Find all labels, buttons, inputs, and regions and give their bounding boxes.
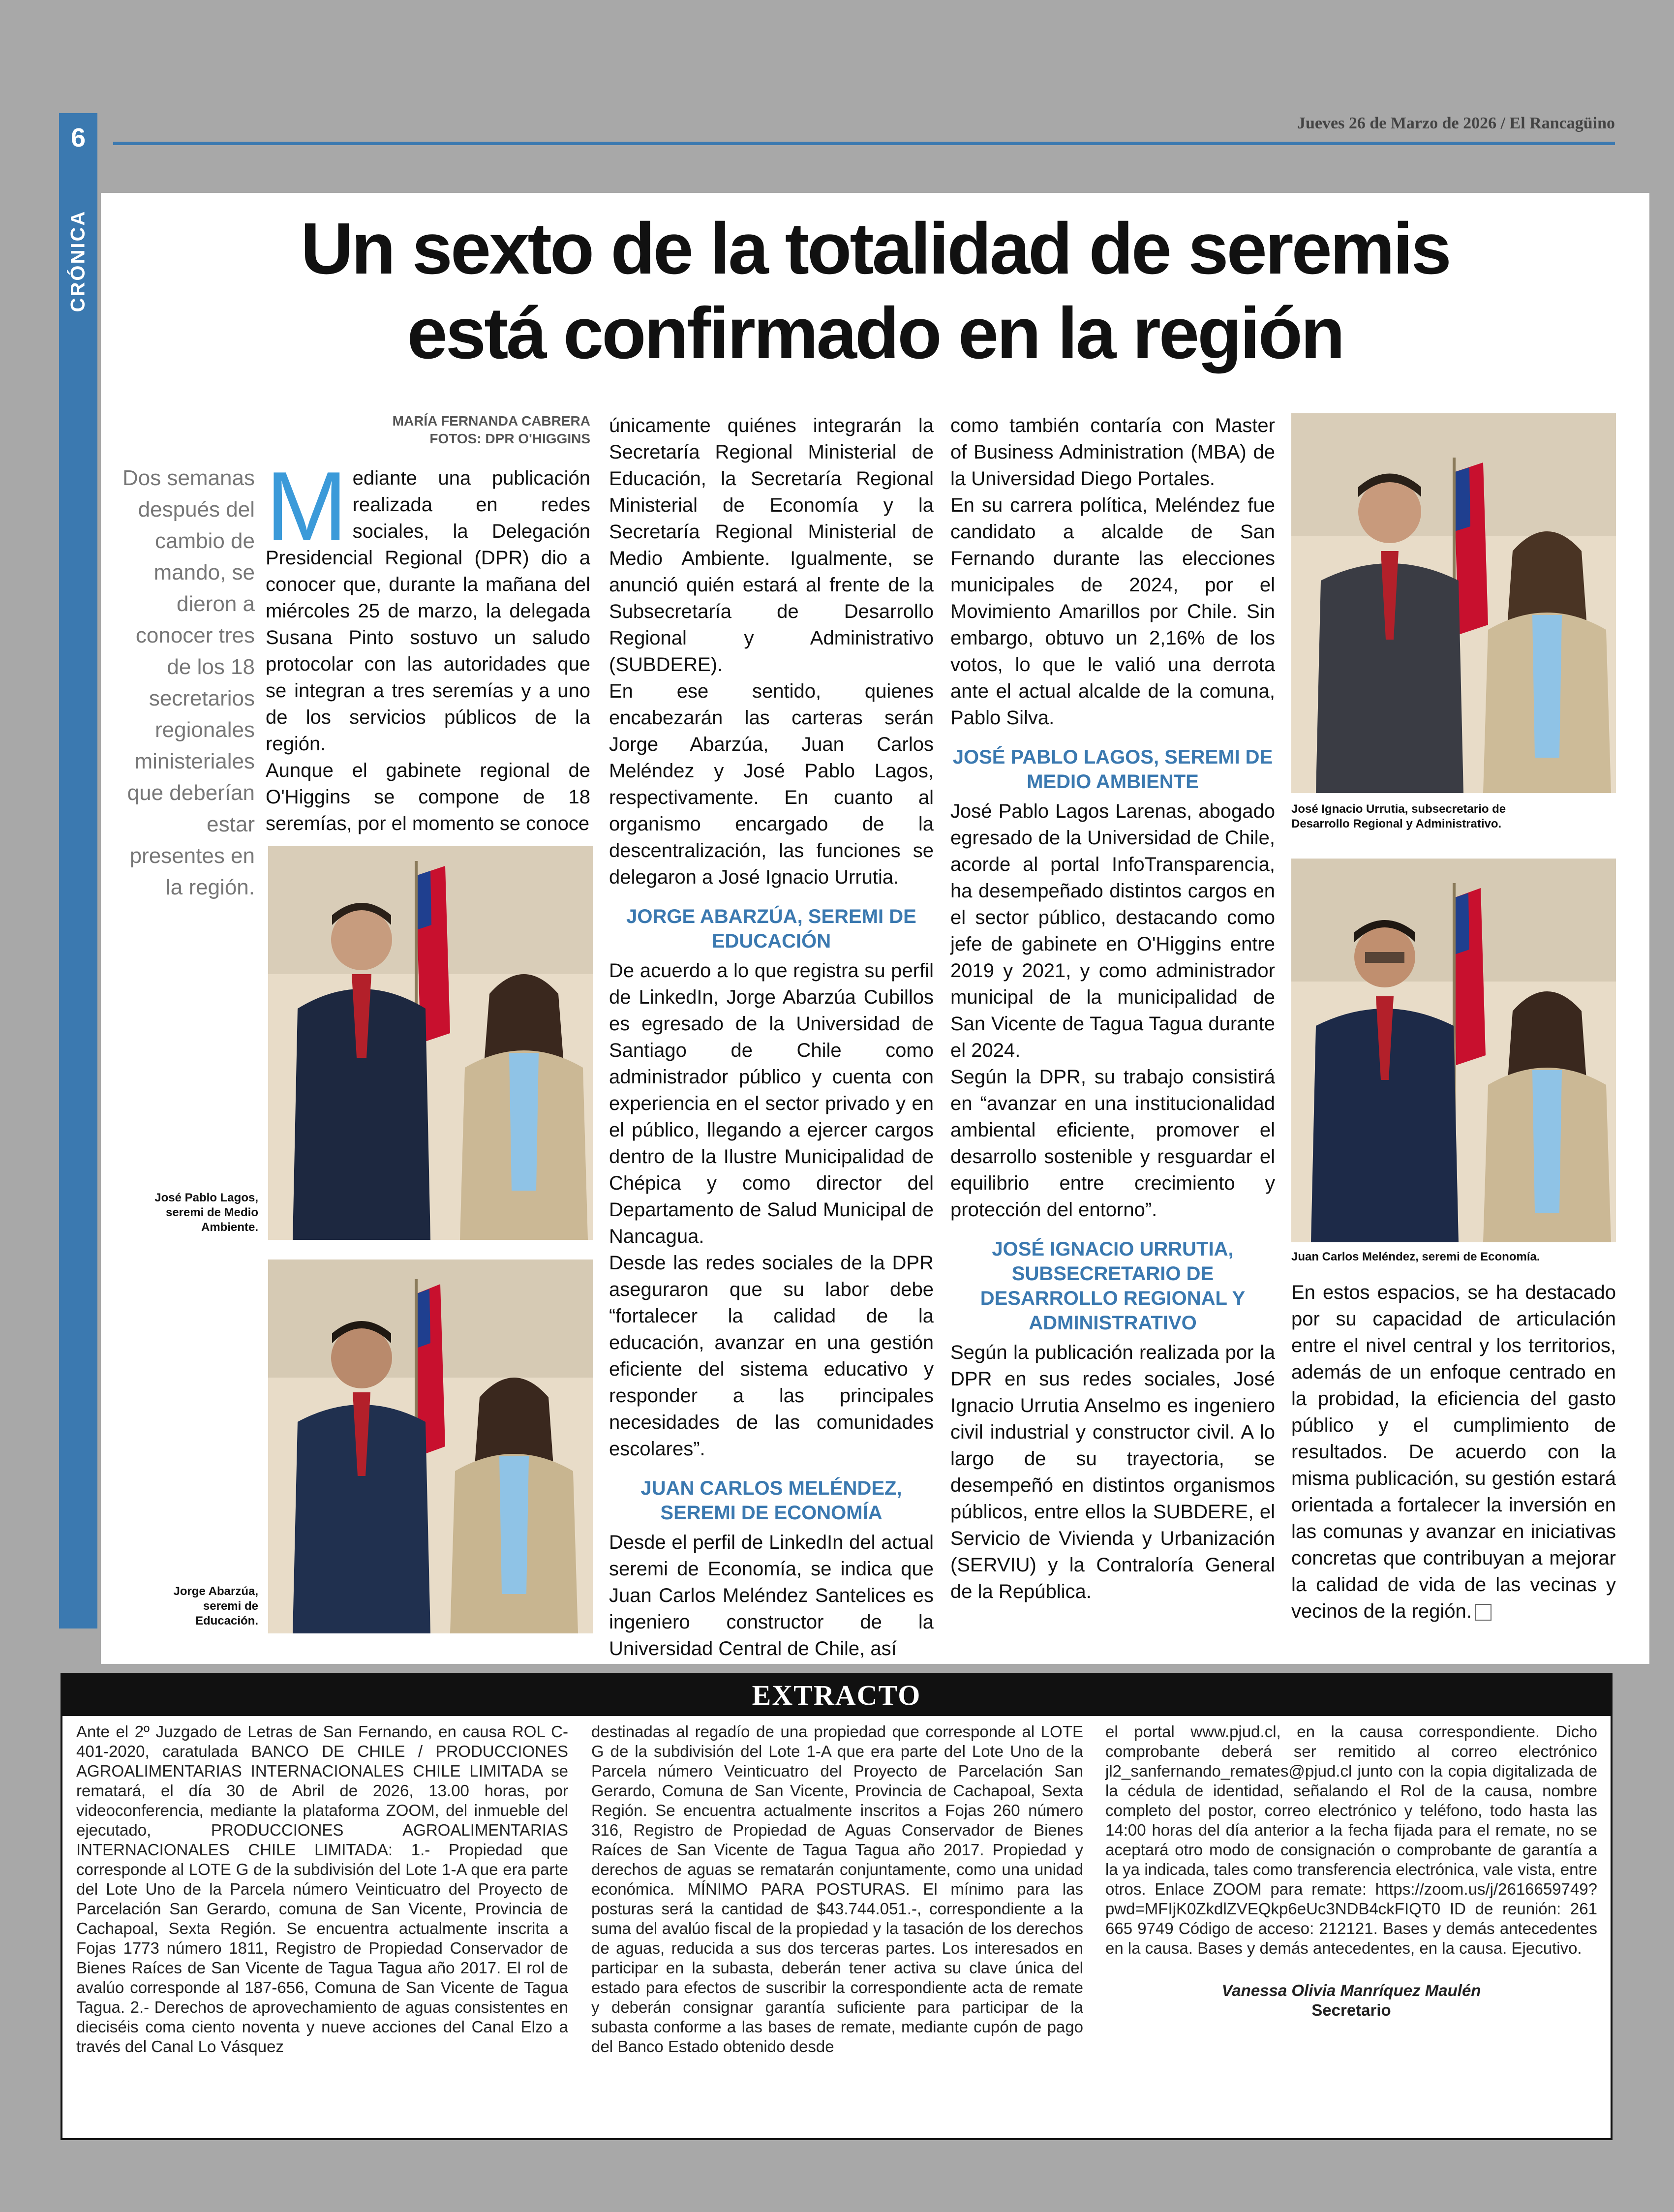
photo-urrutia-image (1291, 413, 1616, 793)
extracto-column-3 (1105, 1722, 1597, 2020)
headline-line-2: está confirmado en la región (407, 293, 1343, 374)
extracto-text: Ante el 2º Juzgado de Letras de San Fernando, en causa ROL C-401-2020, caratulada BANCO DE CHILE / PRODUCCIONES AGROALIMENTARIAS INTERNACIONALES CHILE LIMITADA se rematará, el día 30 de Abril de 2026, 13.00 horas, por videoconferencia, mediante la plataforma ZOOM, del inmueble del ejecutado, PRODUCCIONES AGROALIMENTARIAS INTERNACIONALES CHILE LIMITADA: 1.- Propiedad que corresponde al LOTE G de la subdivisión del Lote 1-A que era parte del Lote Uno de la Parcela número Veinticuatro del Proyecto de Parcelación San Gerardo, comuna de San Vicente, Provincia de Cachapoal, Sexta Región. Se encuentra actualmente inscrita a Fojas 1773 número 1811, Registro de Propiedad Conservador de Bienes Raíces de San Vicente de Tagua Tagua año 2017. El rol de avalúo corresponde al 187-656, Comuna de San Vicente de Tagua Tagua. 2.- Derechos de aprovechamiento de aguas consistentes en dieciséis coma ciento noventa y nueve acciones del Canal Elzo a través del Canal Lo Vásquez (76, 1722, 568, 2056)
extracto-notice (61, 1673, 1613, 2140)
caption-lagos (128, 1191, 258, 1235)
section-label (59, 212, 97, 310)
byline-author: MARÍA FERNANDA CABRERA (392, 413, 590, 429)
paragraph: como también contaría con Master of Business Administration (MBA) de la Universidad Diego Portales. (950, 415, 1275, 490)
subhead-abarzua: JORGE ABARZÚA, SEREMI DE EDUCACIÓN (626, 906, 916, 952)
page-number-text: 6 (70, 123, 86, 153)
article-column-1 (266, 452, 590, 837)
article-column-2 (609, 412, 934, 1662)
photo-abarzua-image (268, 1260, 593, 1633)
caption-abarzua (128, 1584, 258, 1628)
paragraph: Según la publicación realizada por la DPR en sus redes sociales, José Ignacio Urrutia Anselmo es ingeniero civil industrial y constructor civil. A lo largo de su trayectoria, se desempeñó en distintos organismos públicos, entre ellos la SUBDERE, el Servicio de Vivienda y Urbanización (SERVIU) y la Contraloría General de la República. (950, 1342, 1275, 1602)
caption-line: José Ignacio Urrutia, subsecretario de (1291, 802, 1506, 816)
photo-lagos (268, 846, 593, 1240)
byline (266, 412, 590, 448)
caption-line: seremi de Medio (165, 1206, 258, 1219)
caption-line: Educación. (195, 1614, 258, 1628)
photo-abarzua (268, 1260, 593, 1633)
article-column-3 (950, 412, 1275, 1605)
drop-cap: M (266, 452, 348, 561)
photo-urrutia (1291, 413, 1616, 793)
photo-melendez (1291, 859, 1616, 1242)
caption-urrutia (1291, 802, 1616, 831)
section-side-bar (59, 162, 97, 1628)
subhead-urrutia: JOSÉ IGNACIO URRUTIA, SUBSECRETARIO DE DESARROLLO REGIONAL Y ADMINISTRATIVO (980, 1238, 1246, 1334)
date-line: Jueves 26 de Marzo de 2026 / El Rancagüino (1297, 114, 1615, 132)
caption-line: Desarrollo Regional y Administrativo. (1291, 817, 1502, 830)
photo-lagos-image (268, 846, 593, 1240)
subhead-melendez: JUAN CARLOS MELÉNDEZ, SEREMI DE ECONOMÍA (640, 1477, 902, 1524)
signer-name: Vanessa Olivia Manríquez Maulén (1221, 1981, 1481, 1999)
headline (101, 207, 1649, 376)
header-rule (113, 142, 1615, 145)
paragraph: únicamente quiénes integrarán la Secretaría Regional Ministerial de Educación, la Secretaría Regional Ministerial de Economía y la Secretaría Regional Ministerial de Medio Ambiente. Igualmente, se anunció quién estará al frente de la Subsecretaría de Desarrollo Regional y Administrativo (SUBDERE). (609, 415, 934, 676)
caption-line: José Pablo Lagos, (154, 1191, 258, 1204)
caption-melendez: Juan Carlos Meléndez, seremi de Economía. (1291, 1250, 1540, 1263)
section-label-text: CRÓNICA (67, 210, 89, 312)
paragraph: Desde el perfil de LinkedIn del actual seremi de Economía, se indica que Juan Carlos Meléndez Santelices es ingeniero constructor de la Universidad Central de Chile, así (609, 1532, 934, 1659)
page-number (59, 113, 97, 162)
caption-line: Jorge Abarzúa, (173, 1585, 258, 1598)
photo-melendez-image (1291, 859, 1616, 1242)
byline-photos: FOTOS: DPR O'HIGGINS (429, 431, 590, 446)
paragraph: José Pablo Lagos Larenas, abogado egresado de la Universidad de Chile, acorde al portal InfoTransparencia, ha desempeñado distintos cargos en el sector público, destacando como jefe de gabinete en O'Higgins entre 2019 y 2021, y como administrador municipal de la municipalidad de San Vicente de Tagua Tagua durante el 2024. (950, 800, 1275, 1061)
paragraph: En ese sentido, quienes encabezarán las carteras serán Jorge Abarzúa, Juan Carlos Meléndez y José Pablo Lagos, respectivamente. En cuanto al organismo encargado de la descentralización, las funciones se delegaron a José Ignacio Urrutia. (609, 680, 934, 888)
extracto-text: destinadas al regadío de una propiedad que corresponde al LOTE G de la subdivisión del Lote 1-A que era parte del Lote Uno de la Parcela número Veinticuatro del Proyecto de Parcelación San Gerardo, Comuna de San Vicente, Provincia de Cachapoal, Sexta Región. Se encuentra actualmente inscritos a Fojas 260 número 316, Registro de Propiedad de Aguas Conservador de Bienes Raíces de San Vicente de Tagua Tagua año 2017. Propiedad y derechos de aguas se rematarán conjuntamente, como una unidad económica. MÍNIMO PARA POSTURAS. El mínimo para las posturas será la cantidad de $43.744.051.-, correspondiente a la suma del avalúo fiscal de la propiedad y la tasación de los derechos de aguas, reducida a sus dos terceras partes. Los interesados en participar en la subasta, deberán tener activa su clave única del estado para efectos de suscribir la correspondiente acta de remate y deberán consignar garantía suficiente para participar de la subasta conforme a las bases de remate, mediante cupón de pago del Banco Estado obtenido desde (591, 1722, 1083, 2056)
paragraph: Aunque el gabinete regional de O'Higgins se compone de 18 seremías, por el momento se conoce (266, 760, 590, 834)
article-column-4 (1291, 1279, 1616, 1625)
headline-line-1: Un sexto de la totalidad de seremis (301, 208, 1450, 289)
paragraph: Según la DPR, su trabajo consistirá en “avanzar en una institucionalidad ambiental eficiente, promover el desarrollo sostenible y resguardar el equilibrio entre crecimiento y protección del entorno”. (950, 1066, 1275, 1221)
paragraph: En su carrera política, Meléndez fue candidato a alcalde de San Fernando durante las elecciones municipales de 2024, por el Movimiento Amarillos por Chile. Sin embargo, obtuvo un 2,16% de los votos, lo que le valió una derrota ante el actual alcalde de la comuna, Pablo Silva. (950, 494, 1275, 729)
closing-text: En estos espacios, se ha destacado por su capacidad de articulación entre el nivel central y los territorios, además de un enfoque centrado en la probidad, la eficiencia del gasto público y el cumplimiento de resultados. De acuerdo con la misma publicación, su gestión estará orientada a fortalecer la inversión en las comunas y avanzar en iniciativas concretas que contribuyan a mejorar la calidad de vida de las vecinas y vecinos de la región. (1291, 1282, 1616, 1622)
extracto-column-2 (591, 1722, 1083, 2057)
deck: Dos semanas después del cambio de mando, se dieron a conocer tres de los 18 secretarios regionales ministeriales que deberían estar presentes en la región. (122, 466, 255, 899)
lead-paragraph (266, 452, 590, 757)
paragraph (1291, 1279, 1616, 1625)
end-mark-icon (1475, 1604, 1491, 1621)
extracto-text: el portal www.pjud.cl, en la causa correspondiente. Dicho comprobante deberá ser remitido al correo electrónico jl2_sanfernando_remates@pjud.cl junto con la copia digitalizada de la cédula de identidad, señalando el Rol de la causa, nombre completo del postor, correo electrónico y teléfono, todo hasta las 14:00 horas del día anterior a la fecha fijada para el remate, no se aceptará otro modo de consignación o comprobante de garantía a la ya indicada, tales como transferencia electrónica, vale vista, entre otros. Enlace ZOOM para remate: https://zoom.us/j/2616659749?pwd=MFIjK0ZkdlZVEQkp6eUc3NDB4ckFIQT0 ID de reunión: 261 665 9749 Código de acceso: 212121. Bases y demás antecedentes en la causa. Bases y demás antecedentes, en la causa. Ejecutivo. (1105, 1722, 1597, 1957)
subhead-lagos: JOSÉ PABLO LAGOS, SEREMI DE MEDIO AMBIENTE (952, 746, 1273, 793)
extracto-column-1 (76, 1722, 568, 2057)
paragraph: Desde las redes sociales de la DPR aseguraron que su labor debe “fortalecer la calidad de la educación, avanzar en una gestión eficiente del sistema educativo y responder a las principales necesidades de las comunidades escolares”. (609, 1252, 934, 1460)
lead-text: ediante una publicación realizada en redes sociales, la Delegación Presidencial Regional (DPR) dio a conocer que, durante la mañana del miércoles 25 de marzo, la delegada Susana Pinto sostuvo un saludo protocolar con las autoridades que se integran a tres seremías y a uno de los servicios públicos de la región. (266, 467, 590, 755)
caption-line: seremi de (203, 1599, 258, 1613)
caption-line: Ambiente. (201, 1221, 258, 1234)
paragraph: De acuerdo a lo que registra su perfil de LinkedIn, Jorge Abarzúa Cubillos es egresado de la Universidad de Santiago de Chile como administrador público y cuenta con experiencia en el sector privado y en el público, llegando a ejercer cargos dentro de la Ilustre Municipalidad de Chépica y como director del Departamento de Salud Municipal de Nancagua. (609, 960, 934, 1247)
signer-role: Secretario (1311, 2001, 1391, 2019)
extracto-title: EXTRACTO (62, 1675, 1611, 1716)
